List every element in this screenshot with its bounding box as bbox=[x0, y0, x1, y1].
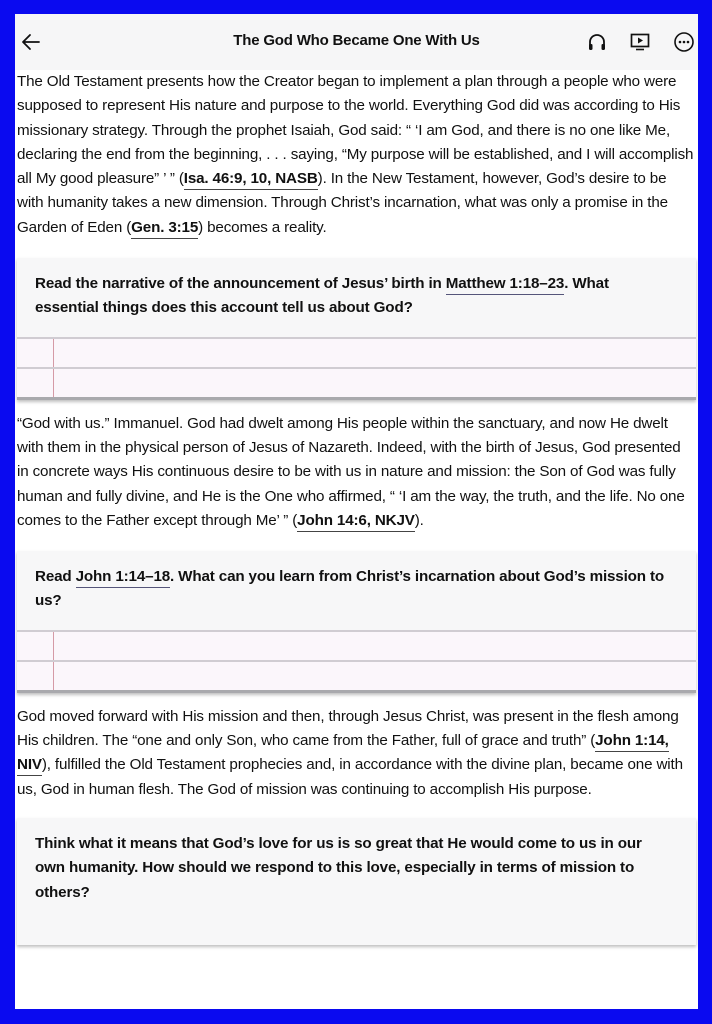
question-text bbox=[17, 551, 696, 630]
paragraph-3 bbox=[17, 705, 698, 802]
lesson-content bbox=[15, 70, 698, 945]
video-button[interactable] bbox=[628, 30, 652, 54]
scripture-link-isa-46[interactable]: Isa. 46:9, 10, NASB bbox=[184, 170, 318, 190]
paragraph-text: ), fulfilled the Old Testament prophecies and, in accordance with the divine plan, became one with us, God in human flesh. The God of mission was continuing to accomplish His purpose. bbox=[17, 756, 683, 798]
audio-button[interactable] bbox=[585, 30, 609, 54]
paragraph-text: The Old Testament presents how the Creator began to implement a plan through a people who were supposed to represent His nature and purpose to the world. Everything God did was according to His missionary strategy. Through the prophet Isaiah, God said: “ ‘I am God, and there is no one like Me, declaring the end from the beginning, . . . saying, “My purpose will be established, and I will accomplish all My good pleasure” ’ ” ( bbox=[17, 73, 694, 188]
answer-field[interactable] bbox=[17, 630, 696, 693]
paragraph-text: ) becomes a reality. bbox=[198, 218, 327, 236]
scripture-link-john-1[interactable]: John 1:14–18 bbox=[76, 568, 170, 588]
scripture-link-john-1-14[interactable]: John 1:14, NIV bbox=[17, 732, 669, 776]
paragraph-1 bbox=[17, 70, 698, 240]
paragraph-text: ). bbox=[414, 511, 424, 529]
question-text: Think what it means that God’s love for us is so great that He would come to us in our own humanity. How should we respond to this love, especially in terms of mission to others? bbox=[35, 834, 642, 901]
question-box-1 bbox=[17, 258, 696, 400]
scripture-link-matthew-1[interactable]: Matthew 1:18–23 bbox=[446, 275, 564, 295]
top-bar bbox=[15, 14, 698, 70]
question-box-3 bbox=[17, 818, 696, 945]
scripture-link-john-14[interactable]: John 14:6, NKJV bbox=[297, 512, 415, 532]
answer-field[interactable] bbox=[17, 337, 696, 400]
question-box-2 bbox=[17, 551, 696, 693]
paragraph-text: ). In the New Testament, however, God’s desire to be with humanity takes a new dimension. Through Christ’s incarnation, what was only a promise in the Garden of Eden ( bbox=[17, 170, 668, 236]
question-text-part: Read the narrative of the announcement of Jesus’ birth in bbox=[35, 275, 446, 293]
answer-line[interactable] bbox=[17, 662, 696, 693]
question-text-part: . What essential things does this account tell us about God? bbox=[35, 275, 609, 317]
scripture-link-gen-3[interactable]: Gen. 3:15 bbox=[131, 219, 198, 239]
paragraph-text: “God with us.” Immanuel. God had dwelt among His people within the sanctuary, and now He dwelt with them in the physical person of Jesus of Nazareth. Indeed, with the birth of Jesus, God presented in concrete ways His continuous desire to be with us in nature and mission: the Son of God was fully human and fully divine, and He is the One who affirmed, “ ‘I am the way, the truth, and the life. No one comes to the Father except through Me’ ” ( bbox=[17, 414, 685, 529]
more-horizontal-circle-icon bbox=[672, 30, 696, 54]
app-window bbox=[15, 14, 698, 1009]
paragraph-text: God moved forward with His mission and then, through Jesus Christ, was present in the flesh among His children. The “one and only Son, who came from the Father, full of grace and truth” ( bbox=[17, 707, 679, 750]
paragraph-2 bbox=[17, 412, 698, 533]
question-text bbox=[17, 258, 696, 337]
question-text-part: . What can you learn from Christ’s incarnation about God’s mission to us? bbox=[35, 568, 665, 610]
question-text-part: Read bbox=[35, 568, 76, 586]
page-title: The God Who Became One With Us bbox=[233, 32, 480, 49]
answer-line[interactable] bbox=[17, 632, 696, 662]
headphones-icon bbox=[585, 30, 609, 54]
answer-line[interactable] bbox=[17, 369, 696, 400]
answer-line[interactable] bbox=[17, 339, 696, 369]
more-button[interactable] bbox=[672, 30, 696, 54]
play-screen-icon bbox=[628, 30, 652, 54]
